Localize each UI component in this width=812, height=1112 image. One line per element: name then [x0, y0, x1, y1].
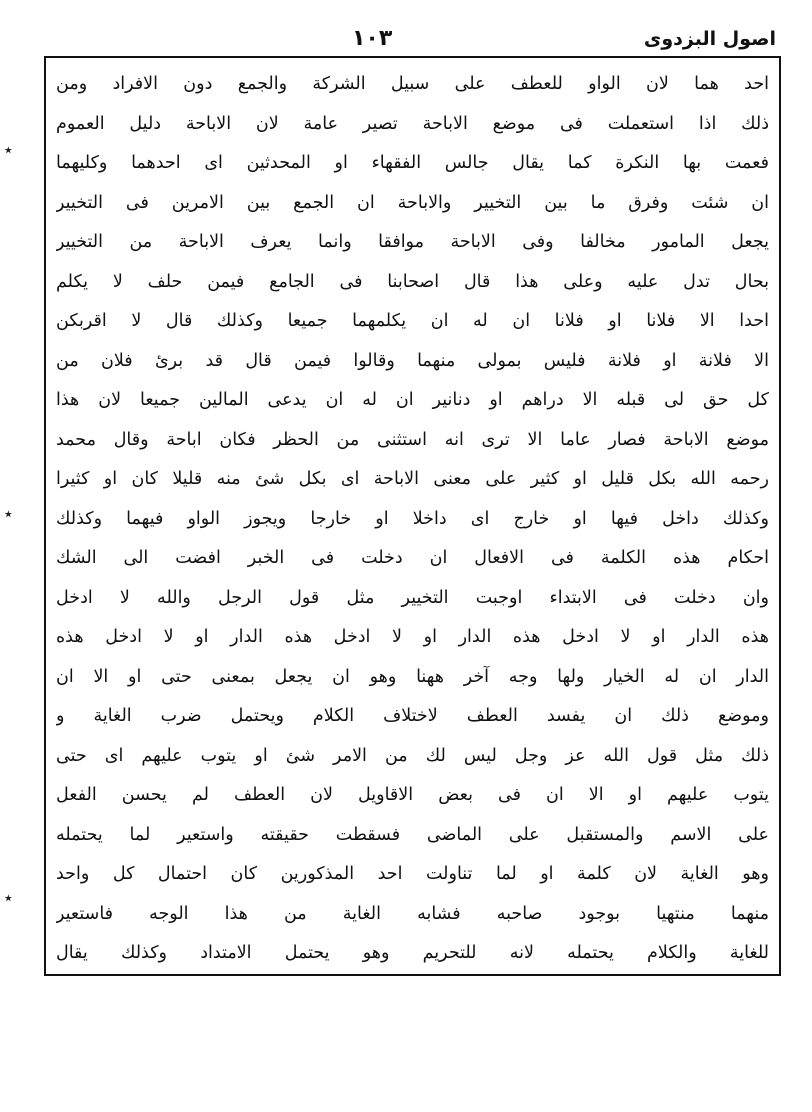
text-line: يتوب عليهم او الا ان فى بعض الاقاويل لان العطف لم يحسن الفعل — [56, 785, 769, 805]
text-line: على الاسم والمستقبل على الماضى فسقطت حقيقته واستعير لما يحتمله — [56, 824, 769, 845]
text-frame — [44, 56, 781, 976]
text-line: احكام هذه الكلمة فى الافعال ان دخلت فى الخبر افضت الى الشك — [56, 548, 769, 568]
text-line: احد هما لان الواو للعطف على سبيل الشركة والجمع دون الافراد ومن — [56, 74, 769, 94]
page-number: ۱۰۳ — [352, 26, 393, 51]
text-line: وهو الغاية لان كلمة او لما تناولت احد المذكورين كان احتمال كل واحد — [56, 864, 769, 884]
text-line: منهما منتهيا بوجود صاحبه فشابه الغاية من هذا الوجه فاستعير — [56, 903, 769, 924]
margin-mark: ٭ — [4, 888, 13, 907]
text-line: ذلك اذا استعملت فى موضع الاباحة تصير عامة لان الاباحة دليل العموم — [56, 113, 769, 134]
text-body — [46, 58, 779, 974]
text-line: موضع الاباحة فصار عاما الا ترى انه استثنى من الحظر فكان اباحة وقال محمد — [56, 429, 769, 450]
text-line: هذه الدار او لا ادخل هذه الدار او لا ادخل هذه الدار او لا ادخل هذه — [56, 627, 769, 647]
text-line: الا فلانة او فلانة فليس بمولى منهما وقالوا فيمن قال قد برئ فلان من — [56, 350, 769, 371]
text-line: ذلك مثل قول الله عز وجل ليس لك من الامر شئ او يتوب عليهم اى حتى — [56, 745, 769, 766]
margin-mark: ٭ — [4, 504, 13, 523]
text-line: الدار ان له الخيار ولها وجه آخر ههنا وهو ان يجعل بمعنى حتى او الا ان — [56, 666, 769, 687]
text-line: احدا الا فلانا او فلانا ان له ان يكلمهما جميعا وكذلك قال لا اقربكن — [56, 311, 769, 331]
text-line: للغاية والكلام يحتمله لانه للتحريم وهو يحتمل الامتداد وكذلك يقال — [56, 943, 769, 963]
text-line: رحمه الله بكل قليل او كثير على معنى الاباحة اى بكل شئ منه قليلا كان او كثيرا — [56, 469, 769, 489]
text-line: وكذلك داخل فيها او خارج اى داخلا او خارجا ويجوز الواو فيهما وكذلك — [56, 508, 769, 529]
text-line: وموضع ذلك ان يفسد العطف لاختلاف الكلام ويحتمل ضرب الغاية و — [56, 706, 769, 726]
text-line: بحال تدل عليه وعلى هذا قال اصحابنا فى الجامع فيمن حلف لا يكلم — [56, 271, 769, 292]
text-line: فعمت بها النكرة كما يقال جالس الفقهاء او المحدثين اى احدهما وكليهما — [56, 153, 769, 173]
running-title: اصول البزدوی — [643, 28, 776, 50]
margin-mark: ٭ — [4, 140, 13, 159]
page-header — [44, 26, 784, 56]
text-line: كل حق لى قبله الا دراهم او دنانير ان له ان يدعى المالين جميعا لان هذا — [56, 390, 769, 410]
text-line: ان شئت وفرق ما بين التخيير والاباحة ان الجمع بين الامرين فى التخيير — [56, 192, 769, 213]
text-line: وان دخلت فى الابتداء اوجبت التخيير مثل قول الرجل والله لا ادخل — [56, 587, 769, 608]
text-line: يجعل المامور مخالفا وفى الاباحة موافقا وانما يعرف الاباحة من التخيير — [56, 232, 769, 252]
